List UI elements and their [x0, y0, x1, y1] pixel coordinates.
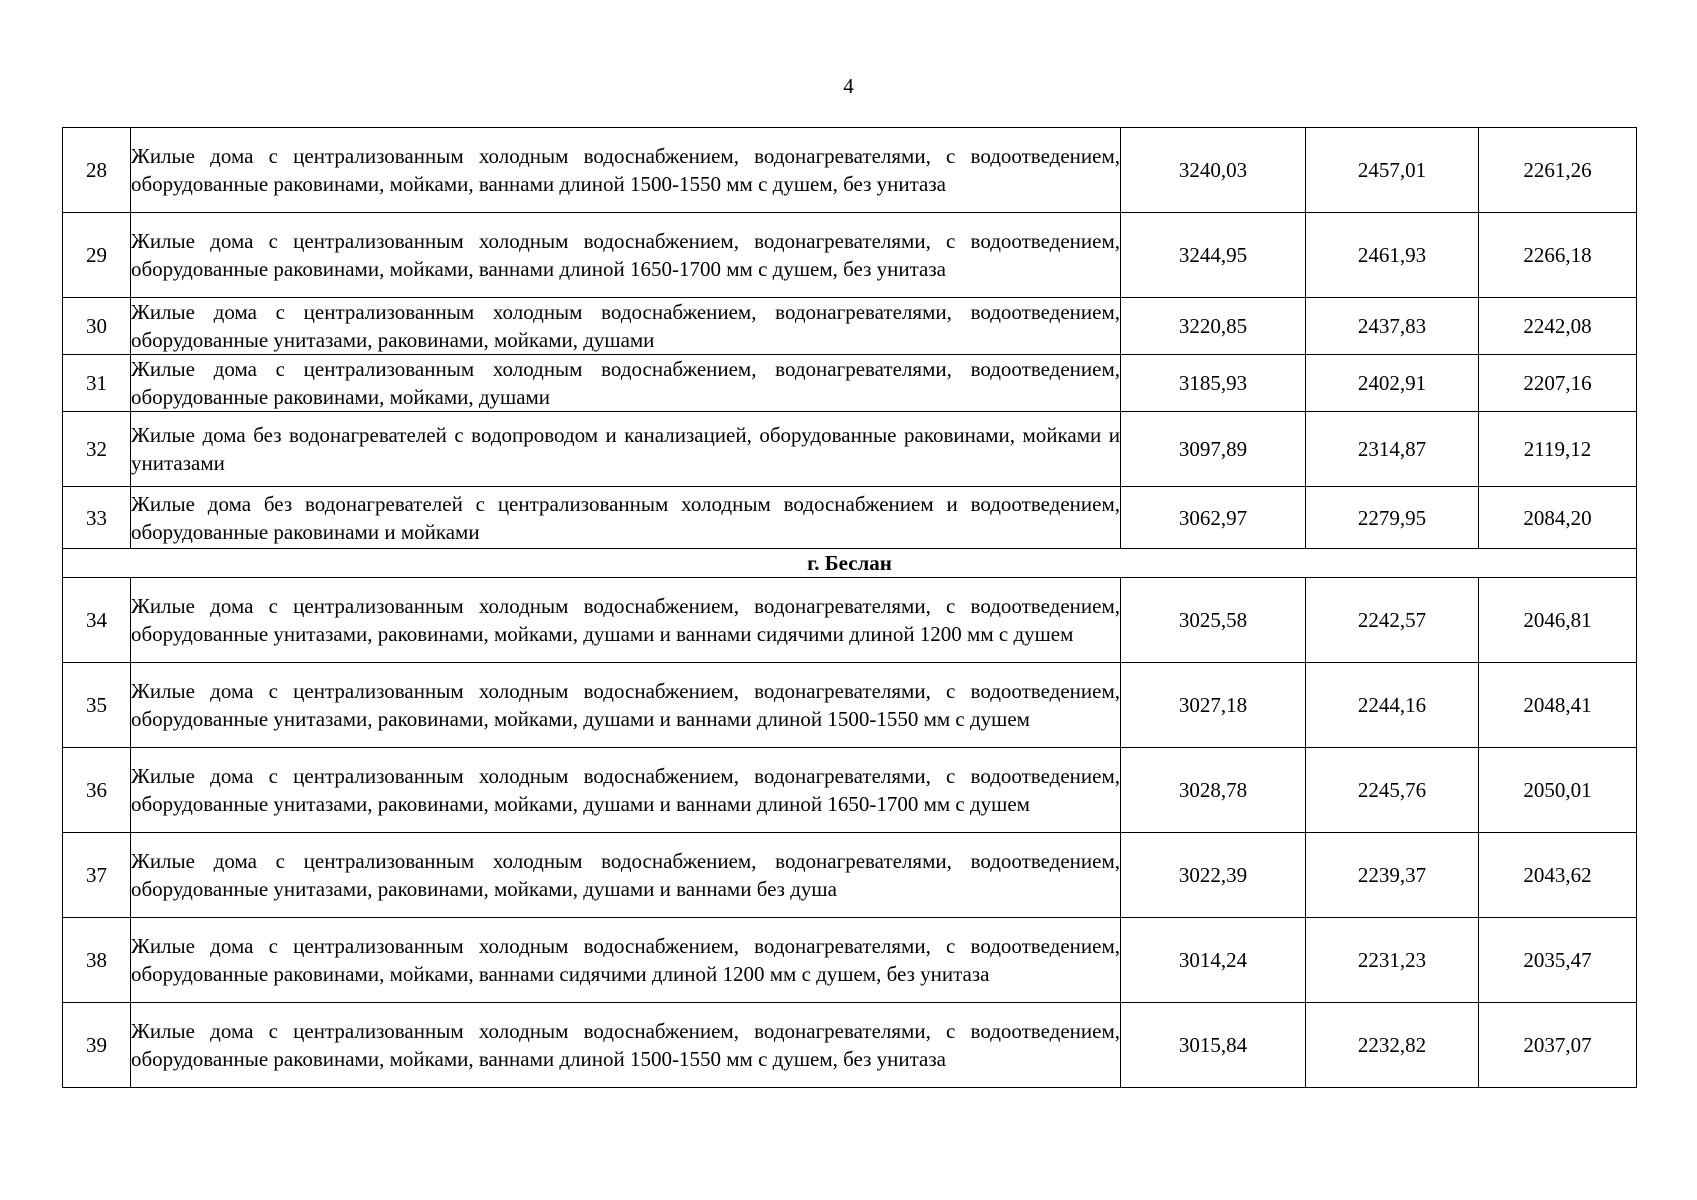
tariff-value-1: 3015,84: [1121, 1003, 1306, 1088]
tariff-value-2: 2457,01: [1306, 128, 1479, 213]
tariff-value-3: 2046,81: [1479, 578, 1637, 663]
tariff-value-3: 2037,07: [1479, 1003, 1637, 1088]
tariff-value-2: 2231,23: [1306, 918, 1479, 1003]
table-row: [63, 748, 1637, 833]
tariff-value-1: 3027,18: [1121, 663, 1306, 748]
tariff-value-3: 2084,20: [1479, 487, 1637, 549]
tariff-value-1: 3244,95: [1121, 213, 1306, 298]
tariff-table: [62, 127, 1637, 1088]
tariff-value-1: 3220,85: [1121, 298, 1306, 355]
table-row: [63, 1003, 1637, 1088]
tariff-value-3: 2119,12: [1479, 412, 1637, 487]
row-number: 35: [63, 663, 131, 748]
table-row: [63, 578, 1637, 663]
row-description: Жилые дома с централизованным холодным водоснабжением, водонагревателями, водоотведением, оборудованные унитазами, раковинами, мойками, душами и ваннами без душа: [131, 833, 1121, 918]
row-number: 39: [63, 1003, 131, 1088]
tariff-value-1: 3097,89: [1121, 412, 1306, 487]
section-title: г. Беслан: [63, 549, 1637, 578]
table-row: [63, 487, 1637, 549]
tariff-value-1: 3028,78: [1121, 748, 1306, 833]
tariff-value-2: 2245,76: [1306, 748, 1479, 833]
tariff-value-2: 2402,91: [1306, 355, 1479, 412]
row-description: Жилые дома с централизованным холодным водоснабжением, водонагревателями, с водоотведением, оборудованные раковинами, мойками, ваннами сидячими длиной 1200 мм с душем, без унитаза: [131, 918, 1121, 1003]
tariff-value-3: 2043,62: [1479, 833, 1637, 918]
table-row: [63, 213, 1637, 298]
tariff-value-3: 2266,18: [1479, 213, 1637, 298]
row-description: Жилые дома с централизованным холодным водоснабжением, водонагревателями, водоотведением, оборудованные раковинами, мойками, душами: [131, 355, 1121, 412]
tariff-value-2: 2279,95: [1306, 487, 1479, 549]
row-number: 28: [63, 128, 131, 213]
tariff-value-1: 3185,93: [1121, 355, 1306, 412]
row-description: Жилые дома с централизованным холодным водоснабжением, водонагревателями, с водоотведением, оборудованные унитазами, раковинами, мойками, душами и ваннами длиной 1500-1550 мм с душем: [131, 663, 1121, 748]
tariff-value-3: 2207,16: [1479, 355, 1637, 412]
tariff-value-1: 3025,58: [1121, 578, 1306, 663]
row-number: 36: [63, 748, 131, 833]
row-description: Жилые дома с централизованным холодным водоснабжением, водонагревателями, с водоотведением, оборудованные раковинами, мойками, ваннами длиной 1500-1550 мм с душем, без унитаза: [131, 128, 1121, 213]
row-description: Жилые дома с централизованным холодным водоснабжением, водонагревателями, с водоотведением, оборудованные унитазами, раковинами, мойками, душами и ваннами длиной 1650-1700 мм с душем: [131, 748, 1121, 833]
row-number: 33: [63, 487, 131, 549]
tariff-value-2: 2461,93: [1306, 213, 1479, 298]
tariff-value-3: 2261,26: [1479, 128, 1637, 213]
row-description: Жилые дома с централизованным холодным водоснабжением, водонагревателями, с водоотведением, оборудованные раковинами, мойками, ваннами длиной 1650-1700 мм с душем, без унитаза: [131, 213, 1121, 298]
table-row: [63, 918, 1637, 1003]
row-description: Жилые дома с централизованным холодным водоснабжением, водонагревателями, водоотведением, оборудованные унитазами, раковинами, мойками, душами: [131, 298, 1121, 355]
row-number: 32: [63, 412, 131, 487]
tariff-value-1: 3014,24: [1121, 918, 1306, 1003]
table-row: [63, 298, 1637, 355]
table-row: [63, 412, 1637, 487]
section-row: [63, 549, 1637, 578]
tariff-value-2: 2314,87: [1306, 412, 1479, 487]
tariff-value-2: 2242,57: [1306, 578, 1479, 663]
row-number: 34: [63, 578, 131, 663]
tariff-value-1: 3022,39: [1121, 833, 1306, 918]
tariff-value-3: 2048,41: [1479, 663, 1637, 748]
tariff-value-2: 2239,37: [1306, 833, 1479, 918]
tariff-value-2: 2232,82: [1306, 1003, 1479, 1088]
row-number: 38: [63, 918, 131, 1003]
table-row: [63, 355, 1637, 412]
row-number: 29: [63, 213, 131, 298]
table-row: [63, 663, 1637, 748]
row-number: 30: [63, 298, 131, 355]
page-number: 4: [843, 74, 854, 98]
tariff-value-3: 2035,47: [1479, 918, 1637, 1003]
row-description: Жилые дома с централизованным холодным водоснабжением, водонагревателями, с водоотведением, оборудованные раковинами, мойками, ваннами длиной 1500-1550 мм с душем, без унитаза: [131, 1003, 1121, 1088]
tariff-value-3: 2050,01: [1479, 748, 1637, 833]
row-description: Жилые дома с централизованным холодным водоснабжением, водонагревателями, с водоотведением, оборудованные унитазами, раковинами, мойками, душами и ваннами сидячими длиной 1200 мм с душем: [131, 578, 1121, 663]
row-number: 31: [63, 355, 131, 412]
tariff-value-1: 3240,03: [1121, 128, 1306, 213]
tariff-value-2: 2244,16: [1306, 663, 1479, 748]
row-description: Жилые дома без водонагревателей с централизованным холодным водоснабжением и водоотведением, оборудованные раковинами и мойками: [131, 487, 1121, 549]
row-number: 37: [63, 833, 131, 918]
table-row: [63, 128, 1637, 213]
table-row: [63, 833, 1637, 918]
row-description: Жилые дома без водонагревателей с водопроводом и канализацией, оборудованные раковинами, мойками и унитазами: [131, 412, 1121, 487]
tariff-value-2: 2437,83: [1306, 298, 1479, 355]
tariff-value-1: 3062,97: [1121, 487, 1306, 549]
tariff-value-3: 2242,08: [1479, 298, 1637, 355]
